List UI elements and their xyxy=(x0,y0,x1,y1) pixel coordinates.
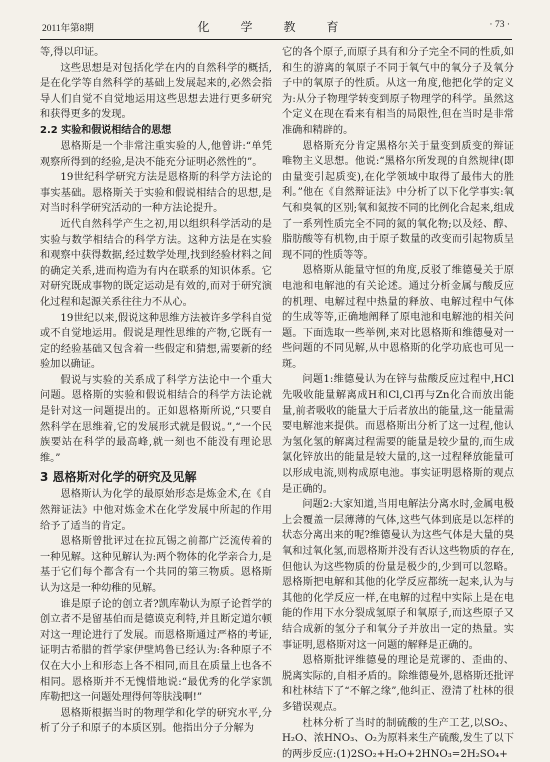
left-column xyxy=(40,45,272,745)
paragraph: 恩格斯充分肯定黑格尔关于量变到质变的辩证唯物主义思想。他说:“黑格尔所发现的自然规律(即由量变引起质变),在化学领域中取得了最伟大的胜利。”他在《自然辩证法》中分析了以下化学事实:氧气和臭氧的区别;氧和氮按不同的比例化合起来,组成了一系列性质完全不同的氮的氧化物;以及烃、醇、脂肪酸等有机物,由于原子数量的改变而引起物质呈现不同的性质等等。 xyxy=(282,140,514,261)
subsection-heading: 2.2 实验和假说相结合的思想 xyxy=(40,124,172,136)
paragraph: 19世纪科学研究方法是恩格斯的科学方法论的事实基础。恩格斯关于实验和假说相结合的思想,是对当时科学研究活动的一种方法论提升。 xyxy=(40,172,272,215)
paragraph: 问题1:维德曼认为在锌与盐酸反应过程中,HCl先吸收能量解离成H和Cl,Cl再与Zn化合而放出能量,前者吸收的能量大于后者放出的能量,这一能量需要电解池来提供。而恩格斯出分析了这一过程,他认为氢化氢的解离过程需要的能量是较少量的,而生成氯化锌放出的能量是较大量的,这一过程释放能量可以形成电流,则构成原电池。事实证明恩格斯的观点是正确的。 xyxy=(282,374,514,495)
paragraph: 恩格斯根据当时的物理学和化学的研究水平,分析了分子和原子的本质区别。他指出分子分解为 xyxy=(40,707,272,735)
paragraph: 它的各个原子,而原子具有和分子完全不同的性质,如和生的游离的氧原子不同于氧气中的氧分子及氧分子中的氧原子的性质。从这一角度,他把化学的定义为:从分子物理学转变到原子物理学的科学。虽然这个定义在现在看来有相当的局限性,但在当时是非常准确和精辟的。 xyxy=(282,47,514,136)
paragraph: 恩格斯曾批评过在拉瓦锡之前都广泛流传着的一种见解。这种见解认为:两个物体的化学亲合力,是基于它们每个都含有一个共同的第三物质。恩格斯认为这是一种幼稚的见解。 xyxy=(40,536,272,594)
paragraph: 等,得以印证。 xyxy=(40,47,105,58)
paragraph: 恩格斯是一个非常注重实验的人,他曾讲:“单凭观察所得到的经验,是决不能充分证明必然性的”。 xyxy=(40,140,272,168)
issue-label: 2011年第8期 xyxy=(42,24,94,34)
page-number: · 73 · xyxy=(489,20,510,30)
paragraph: 杜林分析了当时的制硫酸的生产工艺,以SO₂、H₂O、浓HNO₃、O₂为原料来生产硫酸,发生了以下的两步反应:(1)2SO₂+H₂O+2HNO₃=2H₂SO₄+ xyxy=(282,717,514,760)
paragraph: 恩格斯从能量守恒的角度,反驳了维德曼关于原电池和电解池的有关论述。通过分析金属与酸反应的机理、电解过程中热量的释放、电解过程中气体的生成等等,正确地阐释了原电池和电解池的相关问题。下面选取一些举例,来对比恩格斯和维德曼对一些问题的不同见解,从中恩格斯的化学功底也可见一斑。 xyxy=(282,265,514,370)
paragraph: 19世纪以来,假说这种思维方法被许多学科自觉或不自觉地运用。假说是理性思维的产物,它既有一定的经验基础又包含着一些假定和猜想,需要新的经验加以确证。 xyxy=(40,312,272,371)
page-header xyxy=(0,0,550,44)
section-heading: 3 恩格斯对化学的研究及见解 xyxy=(40,470,197,485)
paragraph: 这些思想是对包括化学在内的自然科学的概括,是在化学等自然科学的基础上发展起来的,必然会指导人们自觉不自觉地运用这些思想去进行更多研究和获得更多的发现。 xyxy=(40,62,272,121)
paragraph: 谁是原子论的创立者?凯库勒认为原子论哲学的创立者不是留基伯而是德谟克利特,并且断定道尔顿对这一理论进行了发展。而恩格斯通过严格的考证,证明古希腊的哲学家伊壁鸠鲁已经认为:各种原子不仅在大小上和形态上各不相同,而且在质量上也各不相同。恩格斯并不无愧惜地说:“最优秀的化学家凯库勒把这一问题处理得何等肤浅啊!” xyxy=(40,598,272,704)
paragraph: 假说与实验的关系成了科学方法论中一个重大问题。恩格斯的实验和假说相结合的科学方法论就是针对这一问题提出的。正如恩格斯所说,“只要自然科学在思维着,它的发展形式就是假说。”,“一个民族要站在科学的最高峰,就一刻也不能没有理论思维。” xyxy=(40,374,272,464)
right-column xyxy=(282,45,514,760)
header-rule xyxy=(40,39,512,40)
paragraph: 恩格斯批评维德曼的理论是荒谬的、歪曲的、脱离实际的,自相矛盾的。除维德曼外,恩格斯还批评和杜林结下了“不解之缘”,他纠正、澄清了杜林的很多错误观点。 xyxy=(282,655,514,713)
journal-title: 化 学 教 育 xyxy=(197,20,353,34)
paragraph: 恩格斯认为化学的最原始形态是炼金术,在《自然辩证法》中他对炼金术在化学发展中所起的作用给予了适当的肯定。 xyxy=(40,489,272,532)
paragraph: 近代自然科学产生之初,用以组织科学活动的是实验与数学相结合的科学方法。这种方法是在实验和观察中获得数据,经过数学处理,找到经验材料之间的确定关系,进而构造为有内在联系的知识体系。它对研究既成事物的既定运动是有效的,而对于研究演化过程和起源关系往往力不从心。 xyxy=(40,218,272,308)
paragraph: 问题2:大家知道,当用电解法分离水时,金属电极上会覆盖一层薄薄的气体,这些气体到底是以怎样的状态分离出来的呢?维德曼认为这些气体是大量的臭氧和过氧化氢,而恩格斯并没有否认这些物质的存在,但他认为这些物质的份量是极少的,少到可以忽略。恩格斯把电解和其他的化学反应都统一起来,认为与其他的化学反应一样,在电解的过程中实际上是在电能的作用下水分裂成氢原子和氧原子,而这些原子又结合成新的氢分子和氧分子并放出一定的热量。实事证明,恩格斯对这一问题的解释是正确的。 xyxy=(282,499,514,651)
